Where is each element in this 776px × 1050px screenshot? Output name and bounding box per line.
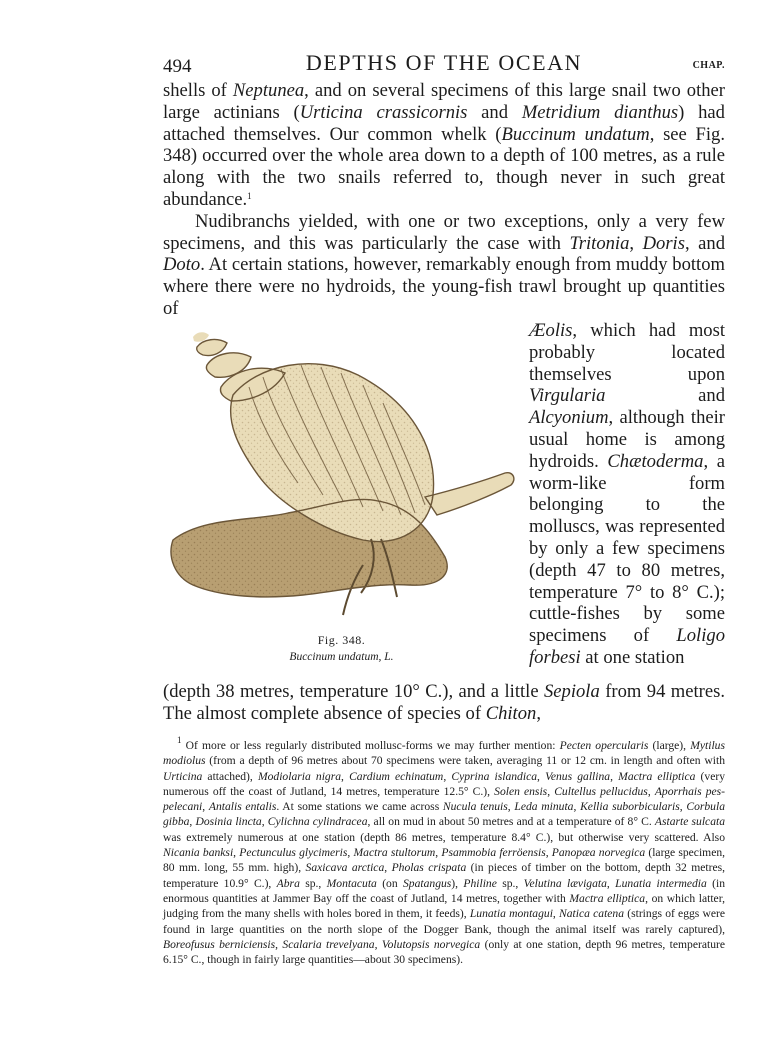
italic-term: Kellia suborbicularis xyxy=(580,800,680,814)
text-run: (very numerous off the coast of Jutland, 14 metres, temperature 12.5° C.), xyxy=(163,769,726,798)
text-run: , xyxy=(573,800,581,814)
italic-term: Virgularia xyxy=(529,385,606,407)
italic-term: Antalis entalis xyxy=(208,800,277,814)
text-run: , xyxy=(545,846,552,860)
text-run: sp., xyxy=(496,876,524,890)
text-run: and xyxy=(467,101,522,123)
text-run: sp., xyxy=(299,876,327,890)
text-run: , xyxy=(374,937,382,951)
italic-term: Nicania banksi xyxy=(163,846,234,860)
text-run: , xyxy=(606,876,616,890)
italic-term: Loligo forbesi xyxy=(529,625,725,668)
italic-term: Corbula gibba xyxy=(163,800,725,829)
text-run: , xyxy=(547,784,555,798)
italic-term: Spatangus xyxy=(402,876,452,890)
italic-term: Natica catena xyxy=(559,907,625,921)
footnote-marker: 1 xyxy=(177,735,182,745)
text-run: (on xyxy=(376,876,403,890)
text-run: shells of xyxy=(163,80,233,101)
text-run: (in pieces of timber on the bottom, depth 32 metres, temperature 10.9° C.), xyxy=(163,861,726,890)
figure-buccinum xyxy=(163,325,520,670)
paragraph-continuation xyxy=(163,681,725,725)
text-run: , which had most probably located themselves upon xyxy=(529,320,725,385)
italic-term: Scalaria trevelyana xyxy=(282,937,375,951)
italic-term: Mactra elliptica xyxy=(618,769,696,783)
italic-term: Cardium echinatum xyxy=(349,769,444,783)
text-run: , although their usual home is among hydroids. xyxy=(529,407,725,472)
text-run: , xyxy=(233,846,240,860)
text-run: , xyxy=(189,815,196,829)
text-run: , xyxy=(347,846,354,860)
text-run: , on which latter, judging from the many shells with holes bored in them, it feeds), xyxy=(163,891,725,921)
text-run: Of more or less regularly distributed mollusc-forms we may further mention: xyxy=(181,739,560,752)
chapter-label: CHAP. xyxy=(692,60,725,71)
text-run: , xyxy=(202,800,209,814)
italic-term: Nucula tenuis xyxy=(442,800,508,814)
italic-term: Tritonia xyxy=(569,232,630,254)
italic-term: Metridium dianthus xyxy=(521,101,679,123)
italic-term: Cultellus pellucidus xyxy=(554,784,648,798)
side-column-paragraph xyxy=(529,320,725,669)
text-run: (in enormous quantities at Jammer Bay off the coast of Jutland, 14 metres, together with xyxy=(163,876,726,905)
italic-term: Solen ensis xyxy=(494,784,548,798)
text-run: , xyxy=(647,784,655,798)
text-run: , xyxy=(537,769,546,783)
italic-term: Cylichna cylindracea xyxy=(267,815,368,829)
text-run: , xyxy=(435,846,442,860)
italic-term: Volutopsis norvegica xyxy=(381,937,481,951)
italic-term: Mactra elliptica xyxy=(569,891,646,905)
text-run: , xyxy=(341,769,350,783)
italic-term: Doto xyxy=(163,254,201,276)
paragraph-whelk xyxy=(163,80,725,211)
italic-term: Panopæa norvegica xyxy=(551,846,646,860)
italic-term: Saxicava arctica xyxy=(305,861,385,875)
text-run: at one station xyxy=(580,646,685,668)
text-run: attached), xyxy=(202,769,258,783)
italic-term: Pecten opercularis xyxy=(559,739,649,752)
text-run: . At certain stations, however, remarkably enough from muddy bottom where there were no hydroids, the young-fish trawl brought up quantities of xyxy=(163,254,725,319)
italic-term: Montacuta xyxy=(326,876,377,890)
footnote-text xyxy=(163,735,726,967)
text-run: , xyxy=(261,815,268,829)
text-run: , xyxy=(443,769,452,783)
italic-term: Modiolaria nigra xyxy=(257,769,342,783)
italic-term: Cyprina islandica xyxy=(451,769,538,783)
text-run: and xyxy=(605,385,725,407)
text-run: (only at one station, depth 96 metres, temperature 6.15° C., though in fairly large quantities—about 30 specimens). xyxy=(163,937,726,967)
text-run: ) had attached themselves. Our common whelk ( xyxy=(163,101,725,145)
italic-term: Lunatia intermedia xyxy=(615,876,707,890)
italic-term: Doris xyxy=(642,232,685,254)
text-run: (large), xyxy=(648,739,691,752)
italic-term: Buccinum undatum xyxy=(501,123,650,145)
text-run: , xyxy=(610,769,619,783)
italic-term: Venus gallina xyxy=(545,769,611,783)
italic-term: Sepiola xyxy=(544,681,600,702)
figure-species xyxy=(163,651,520,663)
italic-term: Astarte sulcata xyxy=(654,815,726,829)
main-text-bottom xyxy=(163,681,725,725)
italic-term: Aporrhais pes-pelecani xyxy=(163,784,726,814)
side-column-text xyxy=(529,320,725,669)
text-run: , xyxy=(384,861,392,875)
text-run: , see Fig. 348) occurred over the whole area down to a depth of 100 metres, as a rule along with the two snails referred to, though never in such great abundance. xyxy=(163,123,726,210)
italic-term: Psammobia ferröensis xyxy=(441,846,546,860)
text-run: , xyxy=(507,800,515,814)
italic-term: Mytilus modiolus xyxy=(163,739,725,768)
italic-term: Mactra stultorum xyxy=(353,846,436,860)
running-title: DEPTHS OF THE OCEAN xyxy=(305,50,583,75)
main-text-top xyxy=(163,80,725,320)
text-run: , xyxy=(275,937,283,951)
italic-term: Lunatia montagui xyxy=(469,907,553,921)
text-run: from 94 metres. The almost complete absence of species of xyxy=(163,681,725,724)
text-run: , xyxy=(679,800,687,814)
italic-term: Pectunculus glycimeris xyxy=(239,846,348,860)
text-run: , and on several specimens of this large snail two other large actinians ( xyxy=(163,80,725,123)
text-run: (large specimen, 80 mm. long, 55 mm. high), xyxy=(163,846,726,875)
text-run: was extremely numerous at one station (depth 86 metres, temperature 8.4° C.), but otherwise very scattered. Also xyxy=(163,830,725,844)
figure-label: Fig. 348. xyxy=(317,633,366,647)
italic-term: Philine xyxy=(463,876,497,890)
italic-term: Dosinia lincta xyxy=(195,815,262,829)
text-run: , xyxy=(536,702,541,724)
page-header xyxy=(163,50,725,84)
italic-term: Chiton xyxy=(485,702,537,724)
paragraph-nudibranchs xyxy=(163,211,725,320)
text-run: , xyxy=(629,232,643,254)
footnote xyxy=(163,735,726,967)
text-run: (from a depth of 96 metres about 70 specimens were taken, averaging 11 or 12 cm. in length and often with xyxy=(205,754,725,768)
page-number: 494 xyxy=(163,56,192,77)
text-run: , all on mud in about 50 metres and at a temperature of 8° C. xyxy=(367,815,655,829)
whelk-illustration xyxy=(163,325,520,625)
text-run: , and xyxy=(684,232,725,254)
text-run: ), xyxy=(451,876,464,890)
italic-term: Leda minuta xyxy=(514,800,574,814)
italic-term: Urticina crassicornis xyxy=(299,101,468,123)
text-run: Nudibranchs yielded, with one or two exceptions, only a very few specimens, and this was particularly the case with xyxy=(163,210,725,254)
text-run: . At some stations we came across xyxy=(276,800,443,814)
text-run: (strings of eggs were found in large quantities on the north slope of the Dogger Bank, though the animal itself was rarely captured), xyxy=(163,907,726,936)
italic-term: Boreofusus berniciensis xyxy=(163,937,276,951)
figure-species-text: Buccinum undatum, L. xyxy=(289,651,394,663)
italic-term: Abra xyxy=(276,876,300,890)
italic-term: Alcyonium xyxy=(529,407,609,429)
italic-term: Æolis xyxy=(529,320,573,341)
text-run: , xyxy=(552,907,560,921)
italic-term: Neptunea xyxy=(232,80,305,101)
text-run: (depth 38 metres, temperature 10° C.), and a little xyxy=(163,681,544,702)
italic-term: Chætoderma xyxy=(607,450,704,472)
italic-term: Pholas crispata xyxy=(391,861,467,875)
italic-term: Velutina lævigata xyxy=(523,876,607,890)
italic-term: Urticina xyxy=(163,769,203,783)
text-run: , a worm-like form belonging to the molluscs, was represented by only a few specimens (depth 47 to 80 metres, temperature 7° to 8° C.); cuttle-fishes by some specimens of xyxy=(529,450,725,647)
footnote-marker: 1 xyxy=(247,190,252,201)
